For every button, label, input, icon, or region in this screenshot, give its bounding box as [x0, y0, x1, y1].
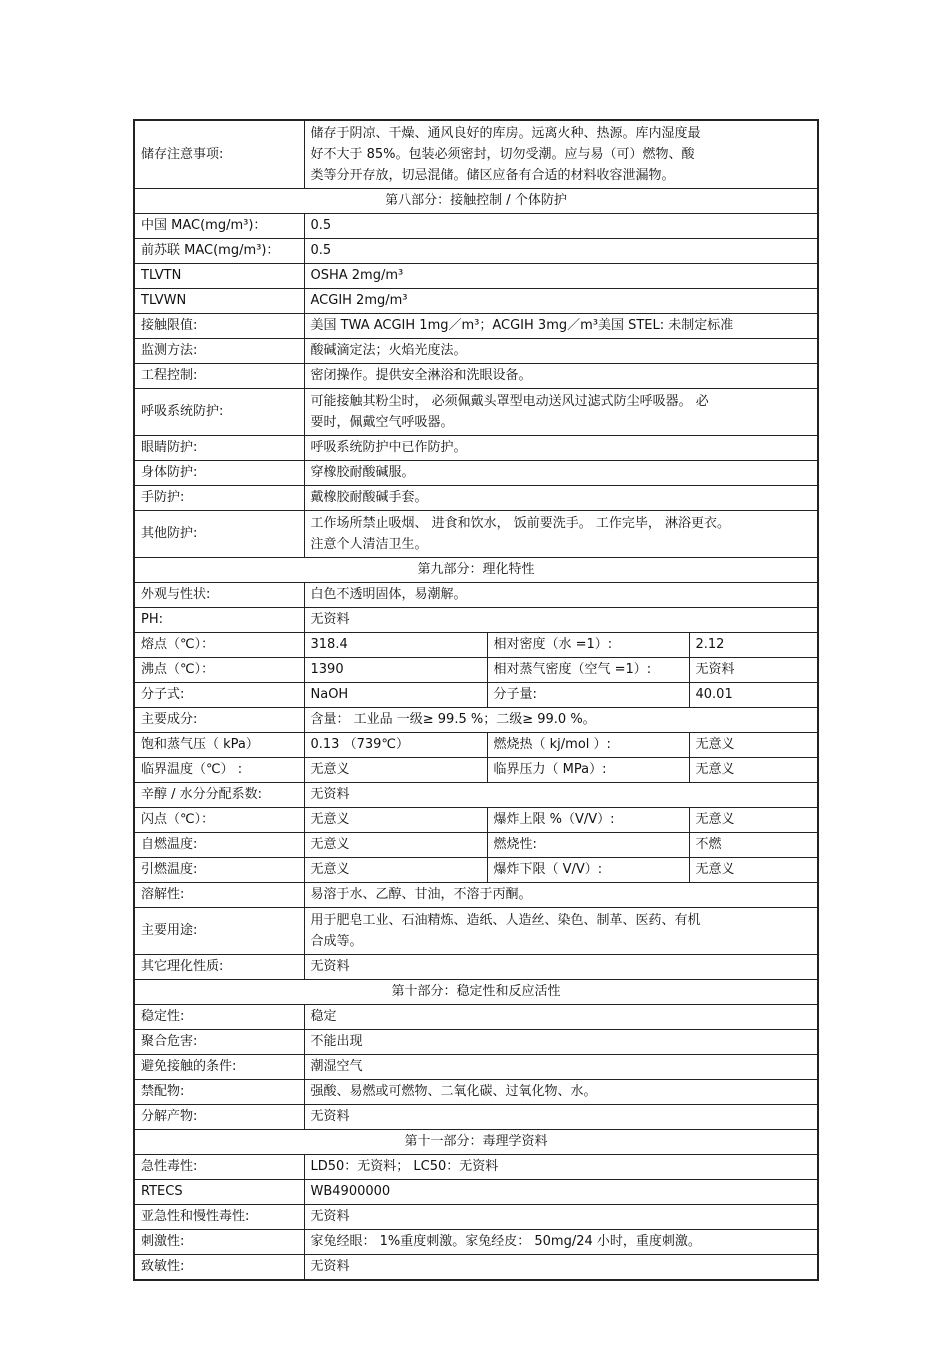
storage-line: 好不大于 85%。包装必须密封，切勿受潮。应与易（可）燃物、酸	[310, 147, 695, 162]
section-11-title: 第十一部分：毒理学资料	[134, 1130, 818, 1155]
row-label: 溶解性:	[134, 883, 304, 908]
row-value: 0.5	[304, 239, 818, 264]
row-label: TLVTN	[134, 264, 304, 289]
row-value: 家兔经眼： 1%重度刺激。家兔经皮： 50mg/24 小时，重度刺激。	[304, 1230, 818, 1255]
section-10-title: 第十部分：稳定性和反应活性	[134, 980, 818, 1005]
row-value: 无意义	[304, 833, 487, 858]
row-label: TLVWN	[134, 289, 304, 314]
row-value: 无资料	[304, 783, 818, 808]
resp-value	[304, 389, 818, 436]
row-value: 2.12	[689, 633, 818, 658]
row-value: 潮湿空气	[304, 1055, 818, 1080]
row-label: 禁配物:	[134, 1080, 304, 1105]
row-label: 急性毒性:	[134, 1155, 304, 1180]
row-label: 手防护:	[134, 486, 304, 511]
row-label: 爆炸下限（ V/V）:	[487, 858, 689, 883]
row-value: 白色不透明固体，易潮解。	[304, 583, 818, 608]
row-value: 无意义	[304, 808, 487, 833]
row-label: 刺激性:	[134, 1230, 304, 1255]
resp-line: 要时，佩戴空气呼吸器。	[310, 415, 454, 430]
row-value: 强酸、易燃或可燃物、二氧化碳、过氧化物、水。	[304, 1080, 818, 1105]
row-label: 致敏性:	[134, 1255, 304, 1281]
row-value: 1390	[304, 658, 487, 683]
row-label: 避免接触的条件:	[134, 1055, 304, 1080]
row-label: 亚急性和慢性毒性:	[134, 1205, 304, 1230]
msds-table	[133, 119, 819, 1281]
row-label: 眼睛防护:	[134, 436, 304, 461]
row-value: 无意义	[304, 858, 487, 883]
row-label: 主要成分:	[134, 708, 304, 733]
other-line: 工作场所禁止吸烟、 进食和饮水， 饭前要洗手。 工作完毕， 淋浴更衣。	[310, 516, 731, 531]
uses-label: 主要用途:	[134, 908, 304, 955]
row-value: 无资料	[304, 1205, 818, 1230]
row-value: LD50：无资料； LC50：无资料	[304, 1155, 818, 1180]
row-value: 易溶于水、乙醇、甘油，不溶于丙酮。	[304, 883, 818, 908]
row-label: 外观与性状:	[134, 583, 304, 608]
row-value: 酸碱滴定法；火焰光度法。	[304, 339, 818, 364]
row-value: 无意义	[689, 758, 818, 783]
uses-line: 合成等。	[310, 934, 363, 949]
row-label: 熔点（℃）：	[134, 633, 304, 658]
row-value: 无资料	[304, 955, 818, 980]
row-label: 闪点（℃）：	[134, 808, 304, 833]
row-value: 0.13 （739℃）	[304, 733, 487, 758]
row-label: 接触限值:	[134, 314, 304, 339]
resp-label: 呼吸系统防护:	[134, 389, 304, 436]
row-value: 无资料	[304, 1105, 818, 1130]
row-label: RTECS	[134, 1180, 304, 1205]
row-value: 无资料	[304, 608, 818, 633]
row-value: NaOH	[304, 683, 487, 708]
row-value: 穿橡胶耐酸碱服。	[304, 461, 818, 486]
row-value: 无意义	[689, 858, 818, 883]
row-label: 工程控制:	[134, 364, 304, 389]
row-label: 饱和蒸气压（ kPa）	[134, 733, 304, 758]
row-label: 燃烧热（ kj/mol ）:	[487, 733, 689, 758]
row-value: 戴橡胶耐酸碱手套。	[304, 486, 818, 511]
row-label: 临界压力（ MPa）:	[487, 758, 689, 783]
row-value: WB4900000	[304, 1180, 818, 1205]
row-value: 318.4	[304, 633, 487, 658]
row-label: 分子量:	[487, 683, 689, 708]
msds-sheet	[133, 119, 817, 1281]
row-value: 稳定	[304, 1005, 818, 1030]
other-label: 其他防护:	[134, 511, 304, 558]
row-value: 密闭操作。提供安全淋浴和洗眼设备。	[304, 364, 818, 389]
row-label: 身体防护:	[134, 461, 304, 486]
row-label: 沸点（℃）：	[134, 658, 304, 683]
row-label: 前苏联 MAC(mg/m³)：	[134, 239, 304, 264]
storage-label: 储存注意事项:	[134, 120, 304, 189]
row-label: 爆炸上限 %（V/V）:	[487, 808, 689, 833]
row-value: OSHA 2mg/m³	[304, 264, 818, 289]
row-label: 临界温度（℃） :	[134, 758, 304, 783]
row-value: ACGIH 2mg/m³	[304, 289, 818, 314]
row-label: 相对蒸气密度（空气 =1）:	[487, 658, 689, 683]
row-value: 0.5	[304, 214, 818, 239]
row-label: 分子式:	[134, 683, 304, 708]
row-label: 辛醇 / 水分分配系数:	[134, 783, 304, 808]
storage-value	[304, 120, 818, 189]
section-9-title: 第九部分：理化特性	[134, 558, 818, 583]
row-label: 相对密度（水 =1）:	[487, 633, 689, 658]
row-value: 美国 TWA ACGIH 1mg／m³；ACGIH 3mg／m³美国 STEL: 未制定标准	[304, 314, 818, 339]
row-value: 无意义	[304, 758, 487, 783]
row-value: 无资料	[689, 658, 818, 683]
row-label: 分解产物:	[134, 1105, 304, 1130]
row-value: 不能出现	[304, 1030, 818, 1055]
row-label: 自燃温度:	[134, 833, 304, 858]
row-value: 含量： 工业品 一级≥ 99.5 %；二级≥ 99.0 %。	[304, 708, 818, 733]
row-label: 中国 MAC(mg/m³)：	[134, 214, 304, 239]
storage-line: 储存于阴凉、干燥、通风良好的库房。远离火种、热源。库内湿度最	[310, 126, 701, 141]
row-value: 呼吸系统防护中已作防护。	[304, 436, 818, 461]
row-label: PH:	[134, 608, 304, 633]
row-value: 无资料	[304, 1255, 818, 1281]
row-label: 引燃温度:	[134, 858, 304, 883]
row-value: 不燃	[689, 833, 818, 858]
other-value	[304, 511, 818, 558]
uses-line: 用于肥皂工业、石油精炼、造纸、人造丝、染色、制革、医药、有机	[310, 913, 701, 928]
resp-line: 可能接触其粉尘时， 必须佩戴头罩型电动送风过滤式防尘呼吸器。 必	[310, 394, 709, 409]
row-label: 稳定性:	[134, 1005, 304, 1030]
uses-value	[304, 908, 818, 955]
other-line: 注意个人清洁卫生。	[310, 537, 428, 552]
row-label: 聚合危害:	[134, 1030, 304, 1055]
row-label: 监测方法:	[134, 339, 304, 364]
row-label: 其它理化性质:	[134, 955, 304, 980]
row-value: 无意义	[689, 733, 818, 758]
row-value: 无意义	[689, 808, 818, 833]
storage-line: 类等分开存放，切忌混储。储区应备有合适的材料收容泄漏物。	[310, 168, 675, 183]
row-label: 燃烧性:	[487, 833, 689, 858]
row-value: 40.01	[689, 683, 818, 708]
section-8-title: 第八部分：接触控制 / 个体防护	[134, 189, 818, 214]
